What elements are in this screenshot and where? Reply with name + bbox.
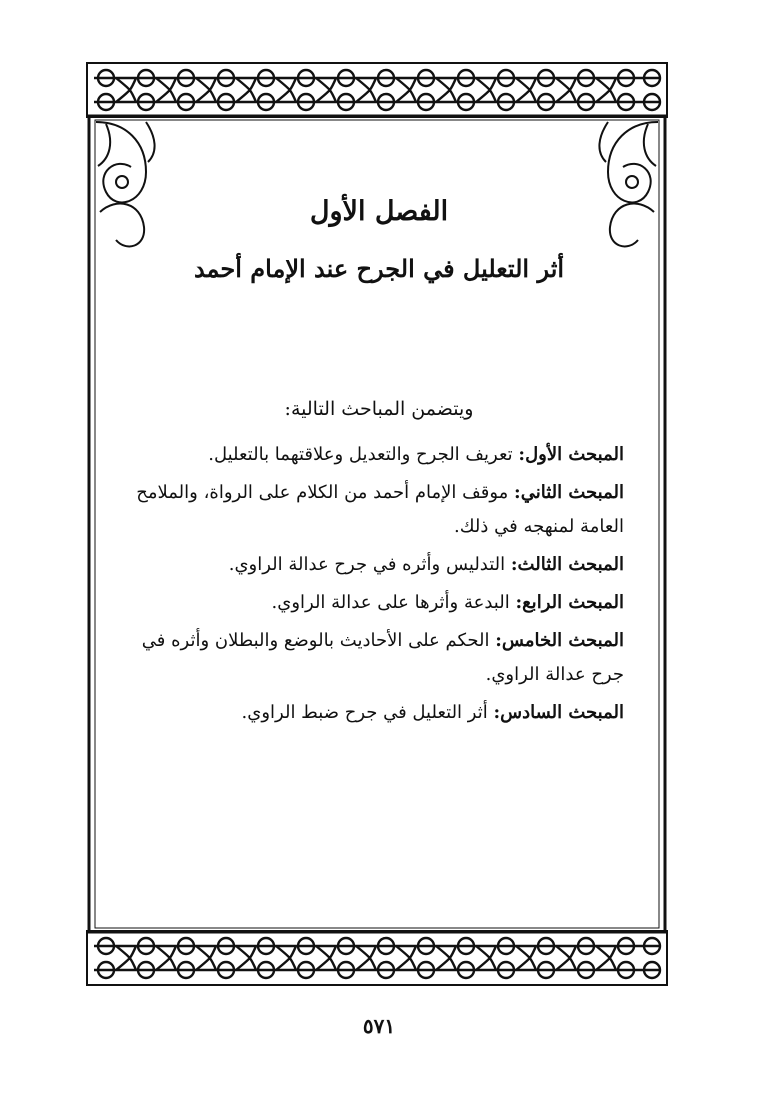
section-item [128, 548, 624, 582]
section-item [128, 438, 624, 472]
section-label: المبحث الرابع: [515, 592, 624, 613]
section-label: المبحث السادس: [493, 702, 624, 723]
sections-list [128, 438, 624, 734]
chapter-title: الفصل الأول [309, 196, 449, 227]
section-label: المبحث الثالث: [510, 554, 624, 575]
section-item [128, 696, 624, 730]
section-label: المبحث الثاني: [514, 482, 624, 503]
section-text: موقف الإمام أحمد من الكلام على الرواة، والملامح العامة لمنهجه في ذلك. [136, 482, 624, 537]
section-text: البدعة وأثرها على عدالة الراوي. [271, 592, 510, 613]
section-text: التدليس وأثره في جرح عدالة الراوي. [228, 554, 506, 575]
section-item [128, 586, 624, 620]
page-number: ٥٧١ [362, 1014, 396, 1038]
section-label: المبحث الخامس: [495, 630, 624, 651]
section-text: تعريف الجرح والتعديل وعلاقتهما بالتعليل. [208, 444, 513, 465]
section-label: المبحث الأول: [518, 444, 624, 465]
section-text: أثر التعليل في جرح ضبط الراوي. [241, 702, 488, 723]
section-item [128, 476, 624, 544]
section-text: الحكم على الأحاديث بالوضع والبطلان وأثره في جرح عدالة الراوي. [141, 630, 624, 685]
chapter-subtitle: أثر التعليل في الجرح عند الإمام أحمد [193, 254, 565, 283]
section-item [128, 624, 624, 692]
intro-text: ويتضمن المباحث التالية: [284, 398, 474, 420]
